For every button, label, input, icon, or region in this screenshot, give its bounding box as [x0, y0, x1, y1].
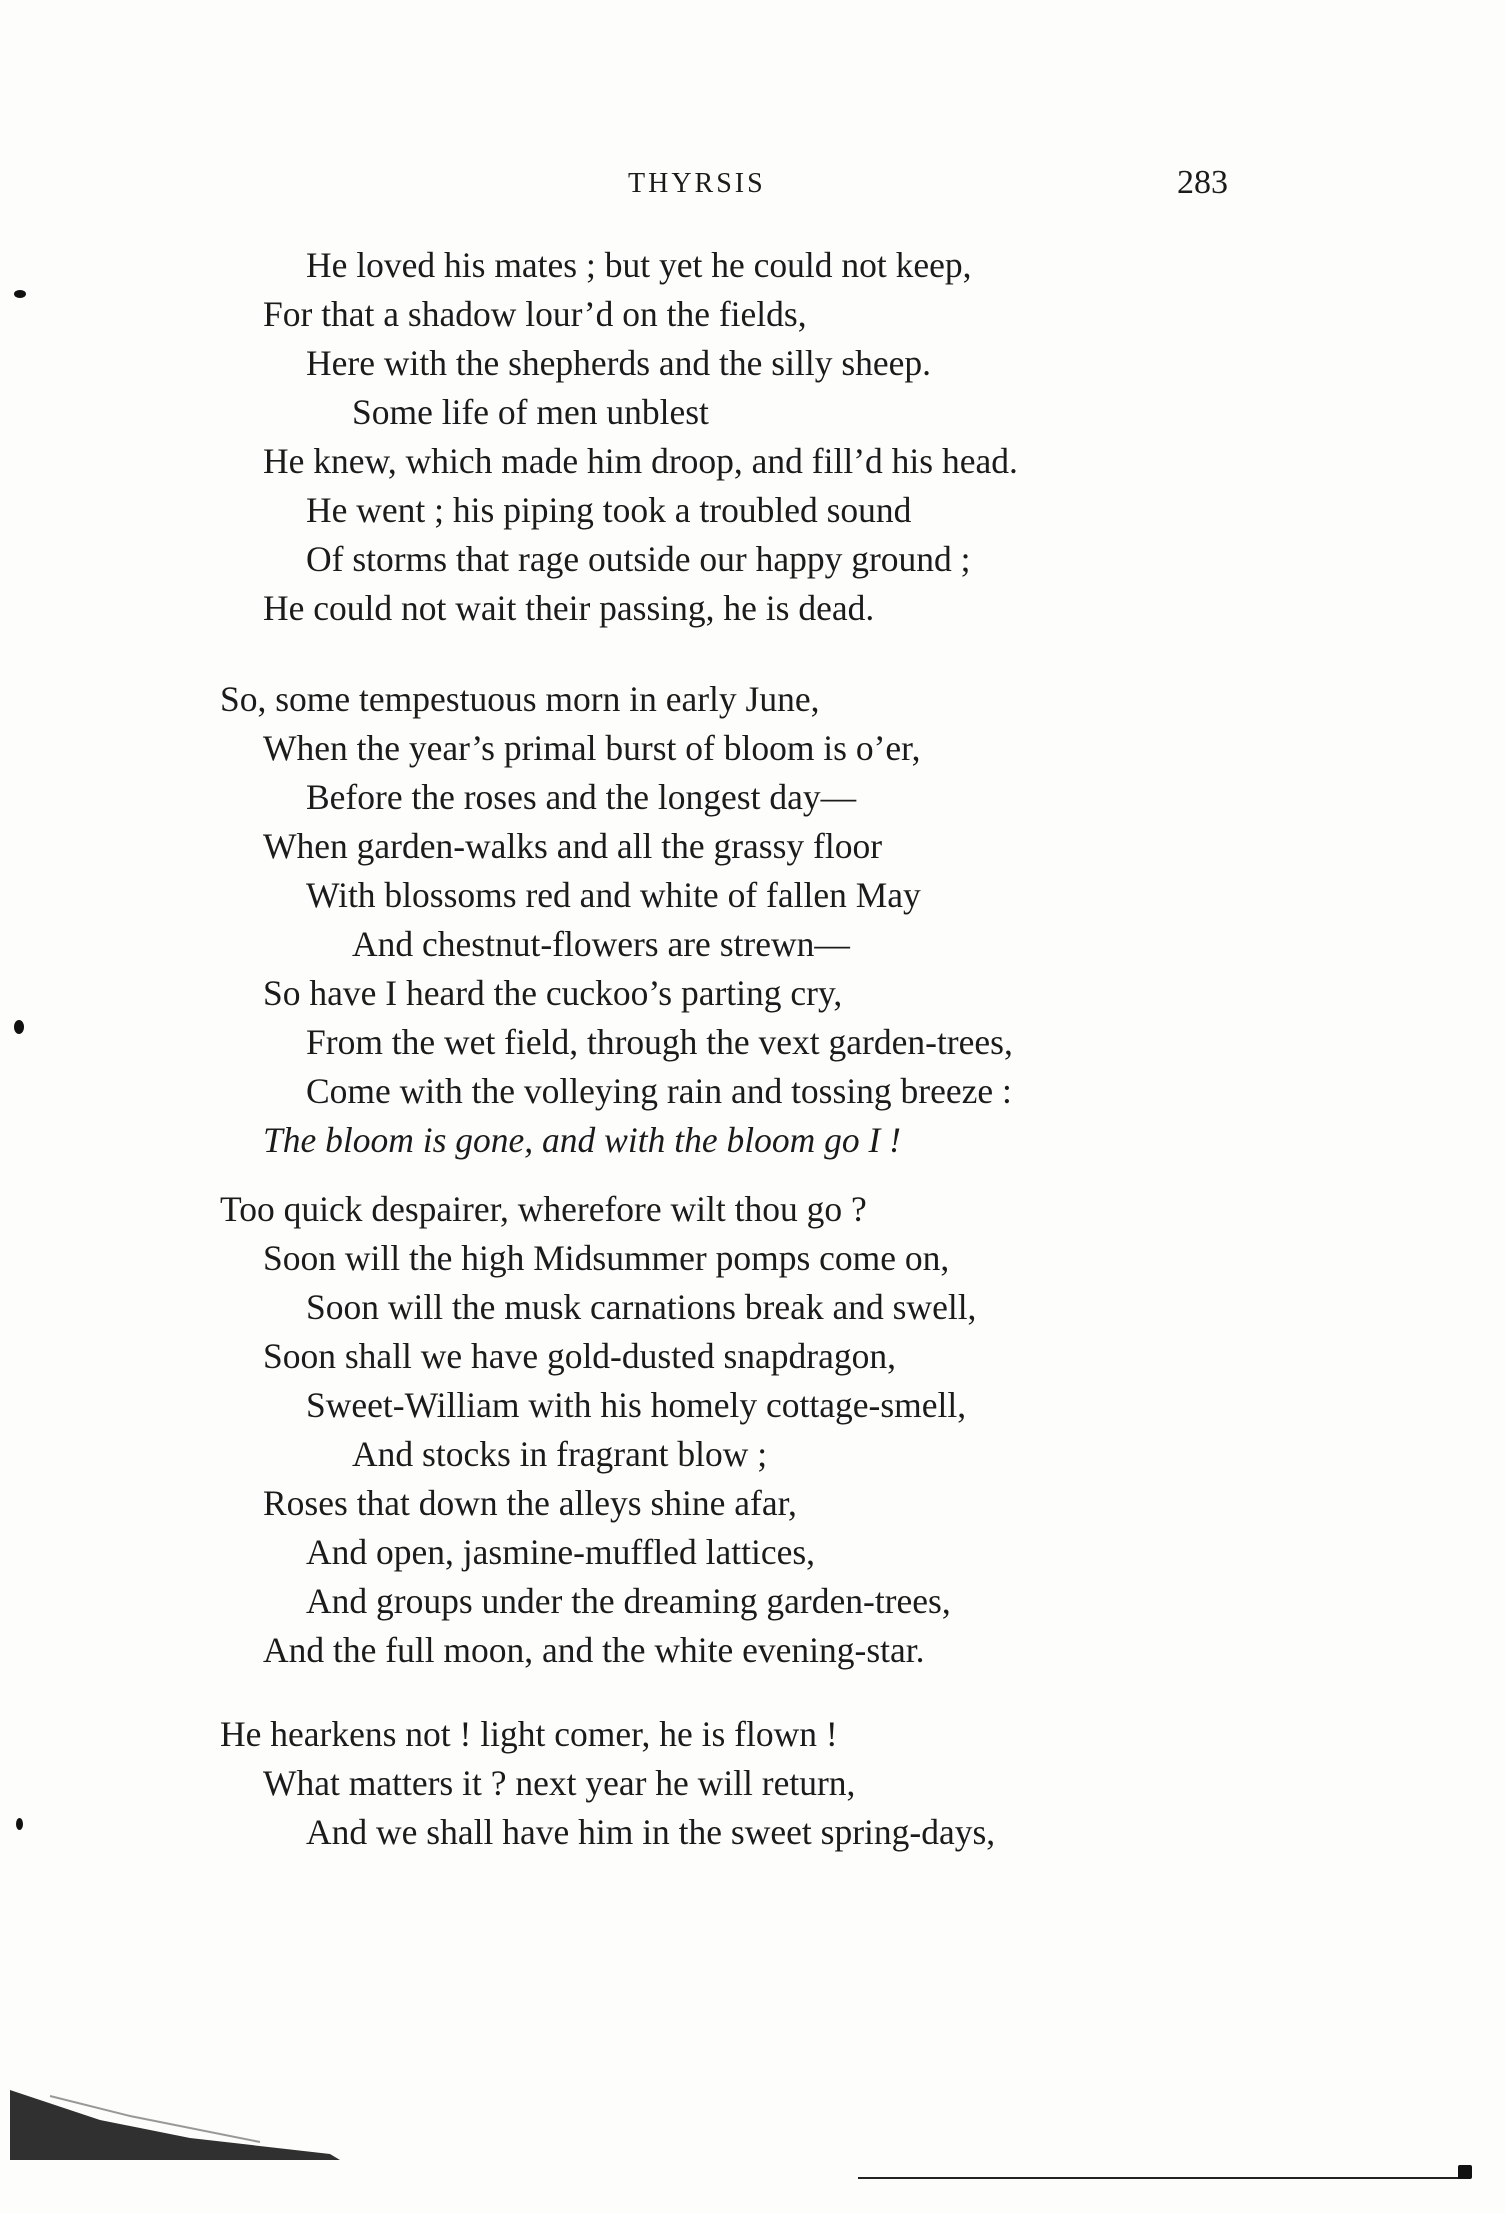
verse-line: He knew, which made him droop, and fill’d his head. [263, 441, 1018, 481]
verse-line: And groups under the dreaming garden-trees, [306, 1581, 951, 1621]
verse-line: Before the roses and the longest day— [306, 777, 857, 817]
running-head: THYRSIS [628, 168, 766, 199]
verse-line: He went ; his piping took a troubled sound [306, 490, 912, 530]
verse-line: He could not wait their passing, he is dead. [263, 588, 875, 628]
scan-edge-shadow [10, 2090, 340, 2160]
verse-line: Some life of men unblest [352, 392, 709, 432]
scan-speck [14, 1020, 24, 1034]
verse-line: And open, jasmine-muffled lattices, [306, 1532, 816, 1572]
scan-speck [1458, 2165, 1472, 2179]
verse-line: He loved his mates ; but yet he could not keep, [306, 245, 972, 285]
verse-line: Soon will the high Midsummer pomps come on, [263, 1238, 950, 1278]
scan-speck [14, 290, 26, 298]
verse-line: He hearkens not ! light comer, he is flown ! [220, 1714, 838, 1754]
verse-line: So have I heard the cuckoo’s parting cry, [263, 973, 843, 1013]
verse-line: From the wet field, through the vext garden-trees, [306, 1022, 1013, 1062]
verse-line: When the year’s primal burst of bloom is o’er, [263, 728, 921, 768]
verse-line: And stocks in fragrant blow ; [352, 1434, 768, 1474]
verse-line: And chestnut-flowers are strewn— [352, 924, 850, 964]
verse-line: Soon shall we have gold-dusted snapdragon, [263, 1336, 896, 1376]
verse-line: For that a shadow lour’d on the fields, [263, 294, 807, 334]
verse-line: And we shall have him in the sweet spring-days, [306, 1812, 996, 1852]
verse-line: Roses that down the alleys shine afar, [263, 1483, 797, 1523]
verse-line: Too quick despairer, wherefore wilt thou go ? [220, 1189, 867, 1229]
scan-speck [16, 1818, 23, 1830]
verse-line: Soon will the musk carnations break and swell, [306, 1287, 977, 1327]
verse-line: Sweet-William with his homely cottage-smell, [306, 1385, 967, 1425]
verse-line: Here with the shepherds and the silly sheep. [306, 343, 932, 383]
verse-line: And the full moon, and the white evening-star. [263, 1630, 925, 1670]
verse-line: So, some tempestuous morn in early June, [220, 679, 820, 719]
bottom-rule [858, 2177, 1468, 2179]
page-number: 283 [1177, 164, 1228, 201]
verse-line: With blossoms red and white of fallen May [306, 875, 921, 915]
verse-line: The bloom is gone, and with the bloom go I ! [263, 1120, 901, 1160]
verse-line: When garden-walks and all the grassy floor [263, 826, 883, 866]
verse-line: What matters it ? next year he will return, [263, 1763, 856, 1803]
verse-line: Come with the volleying rain and tossing breeze : [306, 1071, 1012, 1111]
verse-line: Of storms that rage outside our happy ground ; [306, 539, 971, 579]
